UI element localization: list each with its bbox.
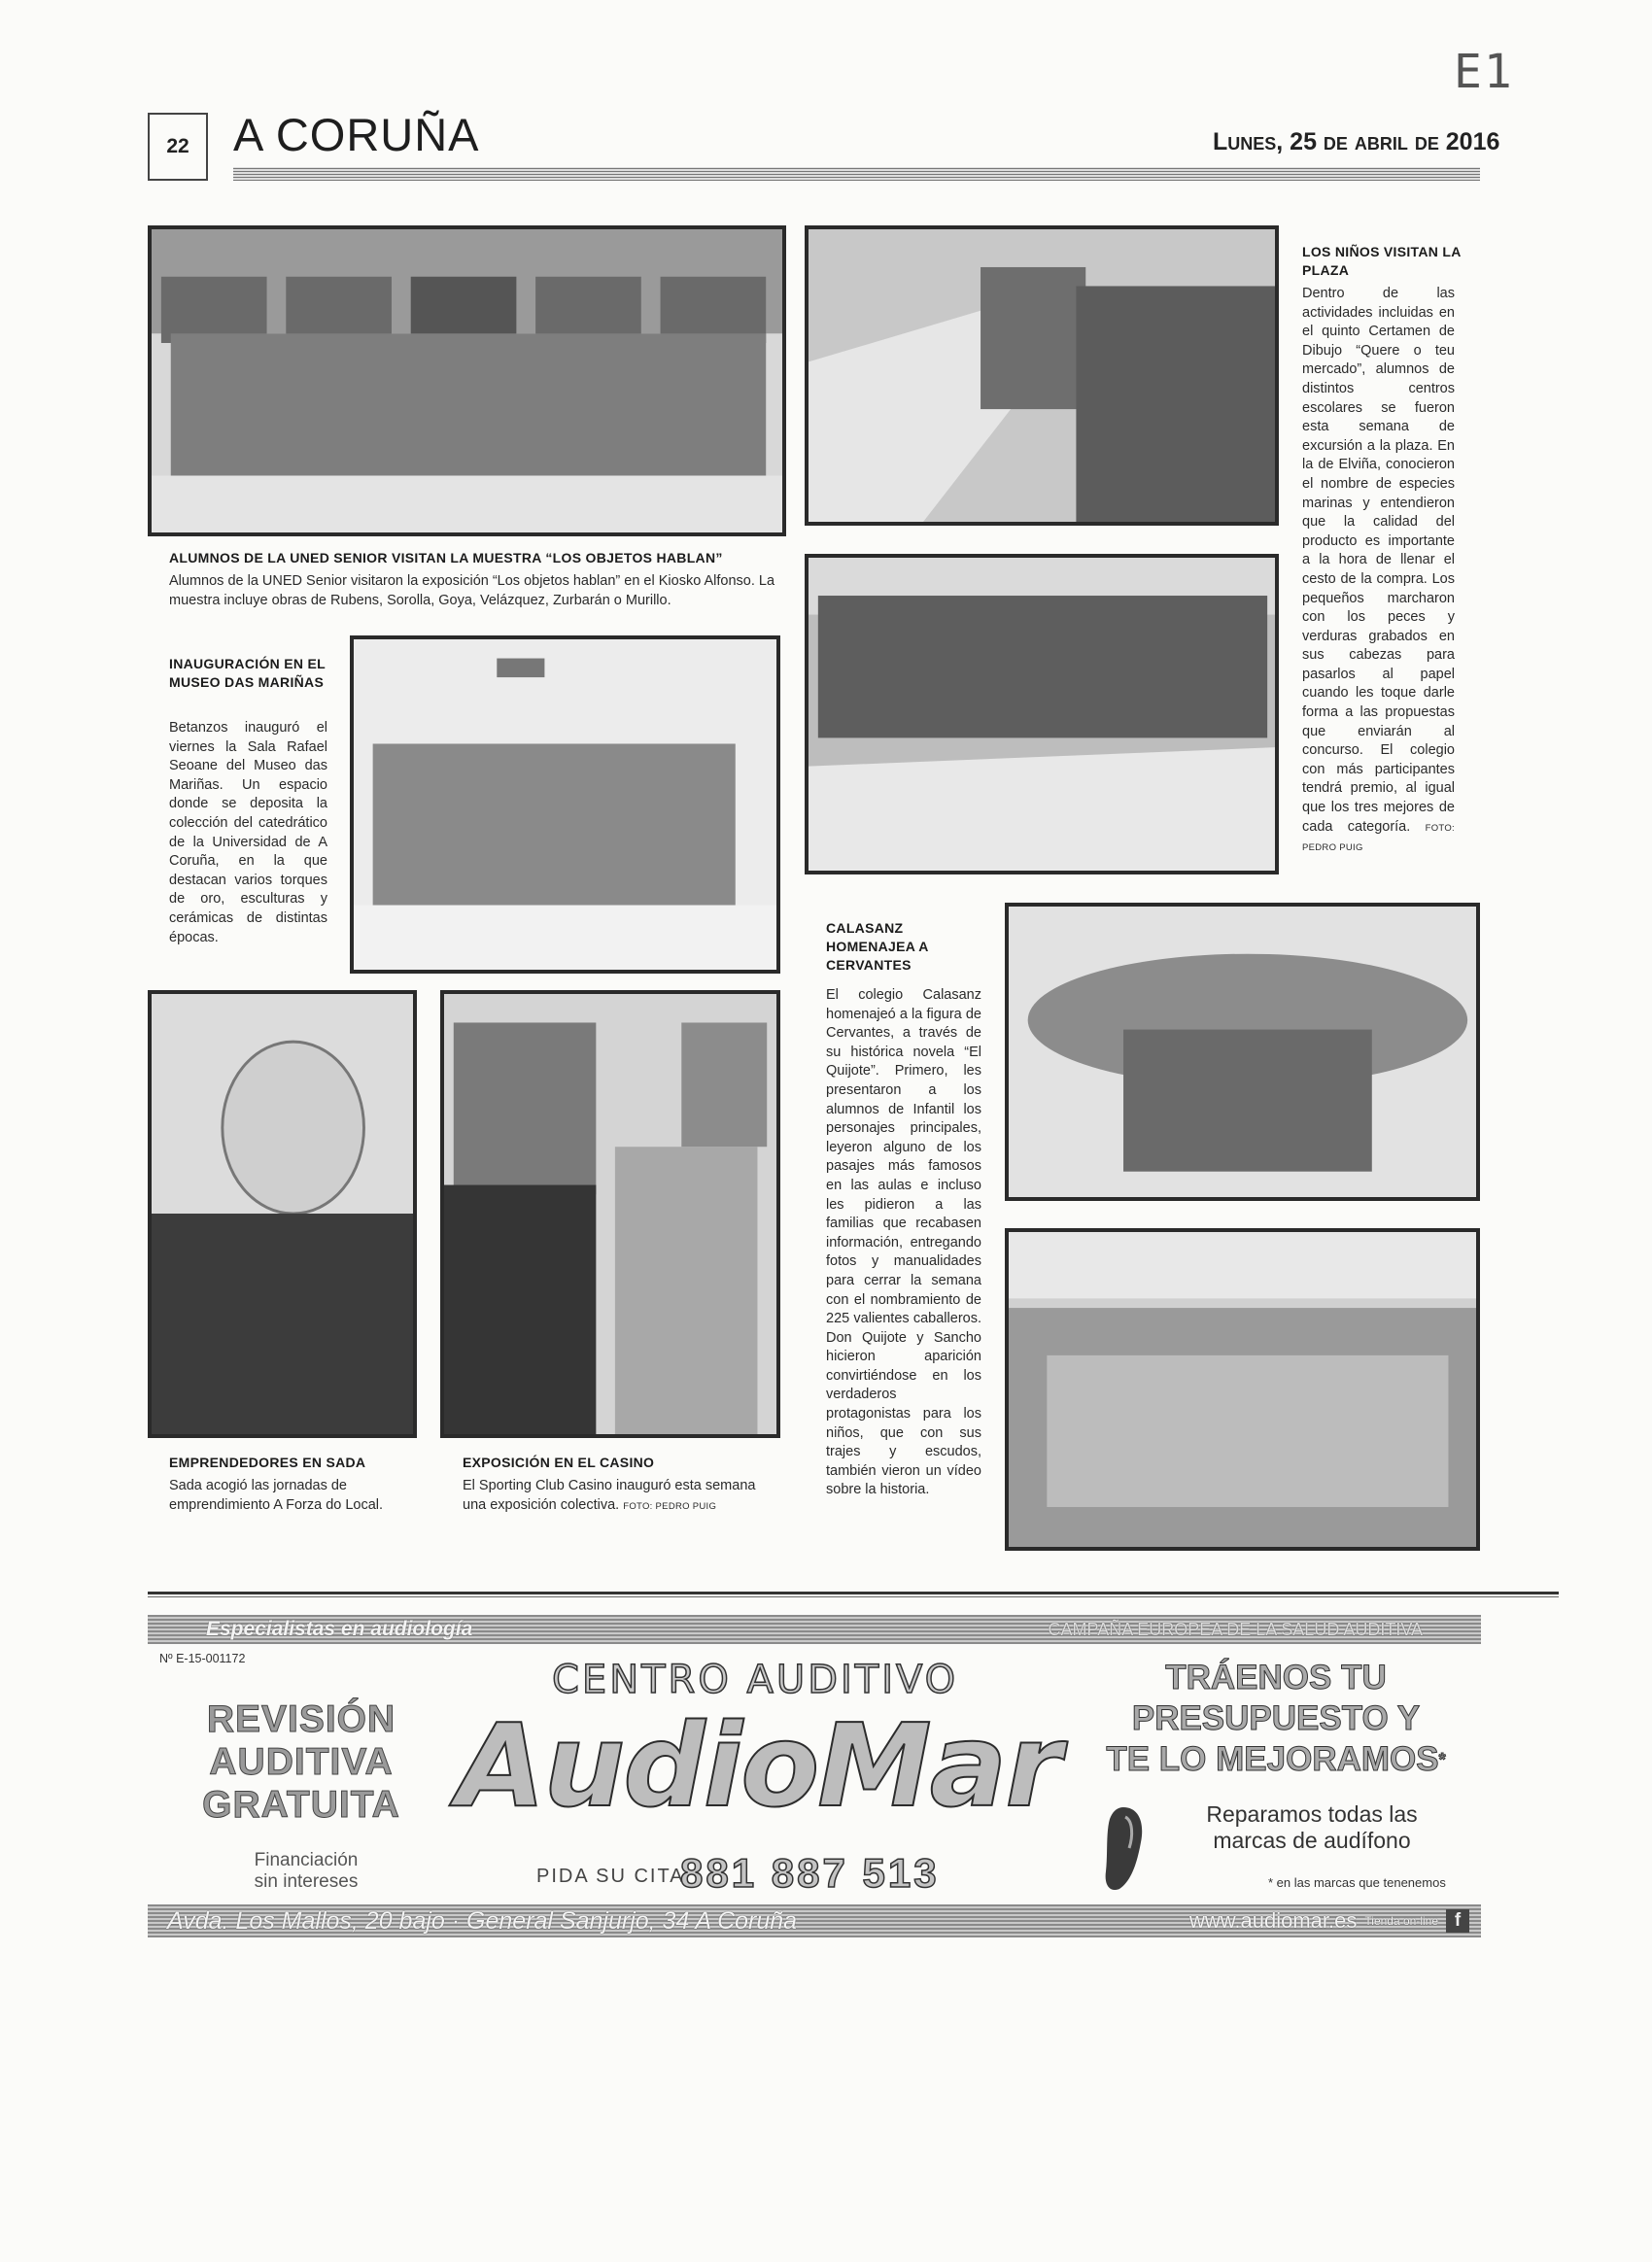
photo-calasanz-2 (1005, 1228, 1480, 1551)
ad-traenos-line-2: PRESUPUESTO Y (1131, 1699, 1421, 1737)
ad-financing-line-1: Financiación (254, 1850, 359, 1870)
photo-calasanz-1 (1005, 903, 1480, 1201)
ad-revision-line-1: REVISIÓN (206, 1698, 396, 1740)
ad-financing (189, 1850, 423, 1893)
ad-brand-logo: AudioMar (457, 1698, 1060, 1833)
headline-marinas: INAUGURACIÓN EN EL MUSEO DAS MARIÑAS (169, 656, 326, 690)
photo-calasanz-2-image (1009, 1232, 1476, 1547)
ad-pida-cita: PIDA SU CITA (536, 1866, 685, 1887)
ad-reparamos-line-2: marcas de audífono (1213, 1828, 1411, 1853)
photo-sada-speaker (148, 990, 417, 1438)
ad-reparamos-line-1: Reparamos todas las (1206, 1801, 1418, 1827)
photo-uned-group (148, 225, 786, 536)
photo-calasanz-1-image (1009, 907, 1476, 1197)
ad-reg-number: Nº E-15-001172 (159, 1652, 246, 1665)
body-casino (463, 1477, 774, 1516)
body-calasanz: El colegio Calasanz homenajeó a la figura de Cervantes, a través de su histórica novela “El Quijote”. Primero, les presentaron a los alumnos de Infantil los personajes principales, leyeron alguno de los pasajes más famosos en las aulas e incluso les pidieron a las familias que recabasen información, entregando fotos y manualidades para cerrar la semana con el nombramiento de 225 valientes caballeros. Don Quijote y Sancho hicieron aparición convirtiéndose en los verdaderos protagonistas para los niños, que con sus trajes y escudos, también vieron un vídeo sobre la historia. (826, 987, 981, 1498)
photo-ninos-market-2-image (809, 558, 1275, 871)
ad-address: Avda. Los Mallos, 20 bajo · General Sanjurjo, 34 A Coruña (167, 1906, 798, 1935)
ad-traenos-line-1: TRÁENOS TU (1165, 1659, 1387, 1696)
headline-ninos: LOS NIÑOS VISITAN LA PLAZA (1302, 244, 1462, 278)
body-uned: Alumnos de la UNED Senior visitaron la exposición “Los objetos hablan” en el Kiosko Alfonso. La muestra incluye obras de Rubens, Sorolla, Goya, Velázquez, Zurbarán o Murillo. (169, 573, 775, 608)
ad-traenos (1096, 1658, 1456, 1780)
ad-separator-thin (148, 1596, 1559, 1597)
ad-bottom-bar (148, 1904, 1481, 1937)
photo-casino-exposicion-image (444, 994, 776, 1434)
photo-ninos-market-2 (805, 554, 1279, 874)
credit-ninos: FOTO: PEDRO PUIG (1302, 822, 1455, 854)
ad-footnote: * en las marcas que tenenemos (1268, 1875, 1446, 1890)
ad-financing-line-2: sin intereses (254, 1871, 359, 1892)
headline-casino: EXPOSICIÓN EN EL CASINO (463, 1455, 655, 1470)
header-rule (233, 167, 1480, 181)
ad-website-link[interactable]: www.audiomar.es (1188, 1908, 1358, 1933)
credit-casino: FOTO: PEDRO PUIG (623, 1500, 717, 1512)
ad-asterisk: * (1438, 1750, 1446, 1769)
photo-museo-marinas (350, 635, 780, 974)
ad-traenos-line-3 (1096, 1739, 1456, 1780)
photo-museo-marinas-image (354, 639, 776, 970)
photo-ninos-market-1 (805, 225, 1279, 526)
headline-sada: EMPRENDEDORES EN SADA (169, 1455, 366, 1470)
ad-campaign: CAMPAÑA EUROPEA DE LA SALUD AUDITIVA (1048, 1619, 1423, 1639)
issue-date: Lunes, 25 de abril de 2016 (1213, 128, 1500, 155)
ad-top-bar (148, 1615, 1481, 1644)
body-ninos-text: Dentro de las actividades incluidas en el quinto Certamen de Dibujo “Quere o teu mercado”, alumnos de distintos centros escolares se fueron esta semana de excursión a la plaza. En la de Elviña, conocieron el nombre de especies marinas y entendieron que la calidad del producto es importante a la hora de llenar el cesto de la compra. Los pequeños marcharon con los peces y verduras grabados en sus cabezas para pasarlos al papel cuando les toque darle forma a las propuestas que enviarán al concurso. El colegio con más participantes tendrá premio, al igual que los tres mejores de cada categoría. (1302, 286, 1455, 835)
ad-centro-auditivo: CENTRO AUDITIVO (552, 1658, 959, 1702)
photo-casino-exposicion (440, 990, 780, 1438)
ad-phone-number[interactable]: 881 887 513 (680, 1850, 940, 1896)
body-ninos (1302, 285, 1455, 858)
hearing-aid-icon (1096, 1803, 1151, 1893)
section-title: A CORUÑA (233, 109, 480, 160)
ad-revision-line-3: GRATUITA (202, 1784, 400, 1826)
headline-calasanz: CALASANZ HOMENAJEA A CERVANTES (826, 920, 929, 973)
facebook-icon[interactable]: f (1446, 1909, 1469, 1933)
handwritten-archive-mark: E1 (1454, 45, 1514, 99)
body-marinas: Betanzos inauguró el viernes la Sala Rafael Seoane del Museo das Mariñas. Un espacio donde se deposita la colección del catedrático de la Universidad de A Coruña, en la que destacan varios torques de oro, esculturas y cerámicas de distintas épocas. (169, 720, 327, 945)
page-number: 22 (148, 113, 208, 181)
headline-uned: ALUMNOS DE LA UNED SENIOR VISITAN LA MUESTRA “LOS OBJETOS HABLAN” (169, 550, 723, 566)
ad-separator (148, 1592, 1559, 1594)
ad-tienda-online: Tienda on-line (1364, 1914, 1438, 1928)
photo-ninos-market-1-image (809, 229, 1275, 522)
photo-sada-speaker-image (152, 994, 413, 1434)
ad-reparamos (1166, 1801, 1458, 1854)
ad-specialists: Especialistas en audiología (206, 1618, 473, 1640)
body-casino-text: El Sporting Club Casino inauguró esta semana una exposición colectiva. (463, 1478, 756, 1513)
photo-uned-group-image (152, 229, 782, 532)
ad-traenos-line-3-text: TE LO MEJORAMOS (1106, 1740, 1439, 1778)
ad-revision-gratuita (185, 1698, 418, 1827)
body-sada: Sada acogió las jornadas de emprendimiento A Forza do Local. (169, 1478, 384, 1513)
ad-revision-line-2: AUDITIVA (209, 1741, 394, 1783)
